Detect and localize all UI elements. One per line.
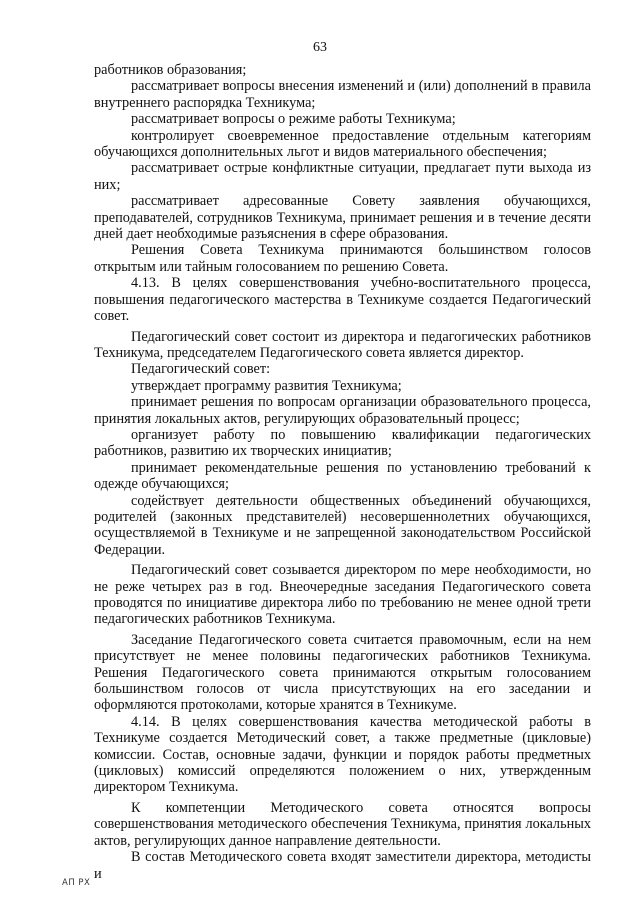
paragraph: содействует деятельности общественных объединений обучающихся, родителей (законных представителей) несовершеннолетних обучающихся, осуществляемой в Техникуме и не запрещенной законодательством Российской Федерации. xyxy=(94,492,591,558)
paragraph: рассматривает адресованные Совету заявления обучающихся, преподавателей, сотрудников Техникума, принимает решения и в течение десяти дней дает необходимые разъяснения в сфере образования. xyxy=(94,193,591,243)
paragraph: Решения Совета Техникума принимаются большинством голосов открытым или тайным голосованием по решению Совета. xyxy=(94,242,591,275)
paragraph: утверждает программу развития Техникума; xyxy=(131,377,402,394)
paragraph: принимает решения по вопросам организации образовательного процесса, принятия локальных актов, регулирующих образовательный процесс; xyxy=(94,394,591,427)
paragraph: контролирует своевременное предоставление отдельным категориям обучающихся дополнительных льгот и видов материального обеспечения; xyxy=(94,127,591,161)
paragraph: принимает рекомендательные решения по установлению требований к одежде обучающихся; xyxy=(94,459,591,493)
paragraph: рассматривает острые конфликтные ситуации, предлагает пути выхода из них; xyxy=(94,160,591,193)
body-text xyxy=(94,62,591,882)
section-paragraph: 4.14. В целях совершенствования качества методической работы в Техникуме создается Методический совет, а также предметные (цикловые) комиссии. Состав, основные задачи, функции и порядок работы предметных (цикловых) комиссий определяются положением о них, утвержденным директором Техникума. xyxy=(94,713,591,796)
paragraph: работников образования; xyxy=(94,62,247,78)
paragraph: Педагогический совет созывается директором по мере необходимости, но не реже четырех раз в год. Внеочередные заседания Педагогического совета проводятся по инициативе директора либо по требованию не менее одной трети педагогических работников Техникума. xyxy=(94,562,591,628)
paragraph: организует работу по повышению квалификации педагогических работников, развитию их творческих инициатив; xyxy=(94,426,591,460)
page-number: 63 xyxy=(313,40,327,55)
paragraph: Педагогический совет: xyxy=(131,361,271,378)
paragraph: рассматривает вопросы о режиме работы Техникума; xyxy=(131,111,456,128)
paragraph: К компетенции Методического совета относятся вопросы совершенствования методического обеспечения Техникума, принятия локальных актов, регулирующих данное направление деятельности. xyxy=(94,799,591,849)
paragraph: Заседание Педагогического совета считается правомочным, если на нем присутствует не менее половины педагогических работников Техникума. Решения Педагогического совета принимаются открытым голосованием большинством голосов от числа присутствующих на его заседании и оформляются протоколами, которые хранятся в Техникуме. xyxy=(94,631,591,714)
footer-mark: АП РХ xyxy=(62,878,91,888)
section-paragraph: 4.13. В целях совершенствования учебно-воспитательного процесса, повышения педагогического мастерства в Техникуме создается Педагогический совет. xyxy=(94,275,591,325)
paragraph: рассматривает вопросы внесения изменений и (или) дополнений в правила внутреннего распорядка Техникума; xyxy=(94,78,591,111)
paragraph: Педагогический совет состоит из директора и педагогических работников Техникума, председателем Педагогического совета является директор. xyxy=(94,328,591,361)
paragraph: В состав Методического совета входят заместители директора, методисты и xyxy=(94,849,591,882)
